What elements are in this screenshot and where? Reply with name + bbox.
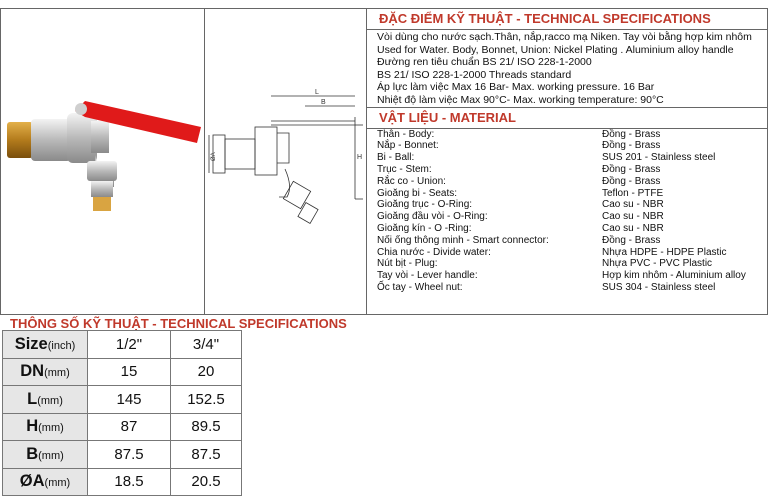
part-material: SUS 304 - Stainless steel (602, 281, 716, 293)
cell-half-inch: 87.5 (88, 441, 171, 469)
part-material: Cao su - NBR (602, 211, 664, 223)
part-name: Gioăng trục - O-Ring: (377, 199, 473, 211)
cell-three-quarter-inch: 152.5 (171, 386, 242, 414)
material-row (377, 176, 767, 188)
cell-half-inch: 15 (88, 358, 171, 386)
part-name: Nối ống thông minh - Smart connector: (377, 234, 549, 246)
part-name: Nắp - Bonnet: (377, 140, 439, 152)
part-material: SUS 201 - Stainless steel (602, 152, 716, 164)
table-row (3, 358, 242, 386)
material-table (377, 129, 767, 294)
part-name: Gioăng bi - Seats: (377, 187, 458, 199)
spec-text-cell (367, 9, 767, 314)
part-material: Nhựa PVC - PVC Plastic (602, 258, 713, 270)
size-table-title: THÔNG SỐ KỸ THUẬT - TECHNICAL SPECIFICATIONS (10, 316, 347, 331)
spec-line: Đường ren tiêu chuẩn BS 21/ ISO 228-1-2000 (377, 56, 592, 69)
row-label: H(mm) (3, 413, 88, 441)
table-row (3, 413, 242, 441)
part-material: Cao su - NBR (602, 199, 664, 211)
cell-three-quarter-inch: 20.5 (171, 468, 242, 496)
dim-h-label: H (357, 154, 363, 161)
material-row (377, 129, 767, 141)
part-material: Đồng - Brass (602, 140, 661, 152)
cell-three-quarter-inch: 3/4" (171, 331, 242, 359)
cell-half-inch: 1/2" (88, 331, 171, 359)
size-table (2, 330, 242, 496)
material-row (377, 223, 767, 235)
material-row (377, 247, 767, 259)
part-material: Hợp kim nhôm - Aluminium alloy (602, 270, 746, 282)
part-name: Rắc co - Union: (377, 175, 446, 187)
part-material: Nhựa HDPE - HDPE Plastic (602, 246, 727, 258)
part-name: Ốc tay - Wheel nut: (377, 281, 463, 293)
part-name: Bi - Ball: (377, 152, 415, 164)
dim-b-label: B (321, 99, 326, 106)
material-row (377, 140, 767, 152)
part-material: Đồng - Brass (602, 234, 661, 246)
table-row (3, 331, 242, 359)
part-material: Cao su - NBR (602, 222, 664, 234)
part-name: Gioăng đầu vòi - O-Ring: (377, 211, 488, 223)
part-material: Đồng - Brass (602, 175, 661, 187)
row-label: Size(inch) (3, 331, 88, 359)
row-label: ØA(mm) (3, 468, 88, 496)
material-row (377, 164, 767, 176)
part-name: Tay vòi - Lever handle: (377, 270, 478, 282)
table-row (3, 468, 242, 496)
cell-three-quarter-inch: 87.5 (171, 441, 242, 469)
part-name: Chia nước - Divide water: (377, 246, 491, 258)
spec-line: Nhiệt độ làm việc Max 90°C- Max. working temperature: 90°C (377, 93, 664, 106)
cell-three-quarter-inch: 89.5 (171, 413, 242, 441)
technical-title: ĐẶC ĐIỂM KỸ THUẬT - TECHNICAL SPECIFICATIONS (367, 9, 767, 30)
spec-panel (0, 8, 768, 315)
part-name: Thân - Body: (377, 128, 435, 140)
row-label: L(mm) (3, 386, 88, 414)
cell-three-quarter-inch: 20 (171, 358, 242, 386)
technical-drawing (205, 9, 367, 314)
material-title: VẬT LIỆU - MATERIAL (367, 107, 767, 129)
part-name: Nút bịt - Plug: (377, 258, 438, 270)
dim-a-label: ØA (211, 152, 217, 161)
material-row (377, 152, 767, 164)
spec-line: BS 21/ ISO 228-1-2000 Threads standard (377, 68, 572, 81)
table-row (3, 386, 242, 414)
spec-line: Áp lực làm việc Max 16 Bar- Max. working pressure. 16 Bar (377, 81, 655, 94)
cell-half-inch: 18.5 (88, 468, 171, 496)
product-photo (1, 9, 205, 314)
material-row (377, 270, 767, 282)
material-row (377, 199, 767, 211)
spec-line: Vòi dùng cho nước sạch.Thân, nắp,racco mạ Niken. Tay vòi bằng hợp kim nhôm (377, 31, 752, 43)
part-material: Teflon - PTFE (602, 187, 664, 199)
cell-half-inch: 87 (88, 413, 171, 441)
part-material: Đồng - Brass (602, 163, 661, 175)
material-row (377, 282, 767, 294)
material-row (377, 258, 767, 270)
row-label: DN(mm) (3, 358, 88, 386)
table-row (3, 441, 242, 469)
spec-line: Used for Water. Body, Bonnet, Union: Nickel Plating . Aluminium alloy handle (377, 43, 734, 56)
material-row (377, 211, 767, 223)
part-name: Trục - Stem: (377, 163, 432, 175)
dim-l-label: L (315, 89, 319, 96)
part-material: Đồng - Brass (602, 128, 661, 140)
material-row (377, 188, 767, 200)
part-name: Gioăng kín - O -Ring: (377, 222, 472, 234)
cell-half-inch: 145 (88, 386, 171, 414)
material-row (377, 235, 767, 247)
row-label: B(mm) (3, 441, 88, 469)
technical-lines (367, 30, 767, 107)
